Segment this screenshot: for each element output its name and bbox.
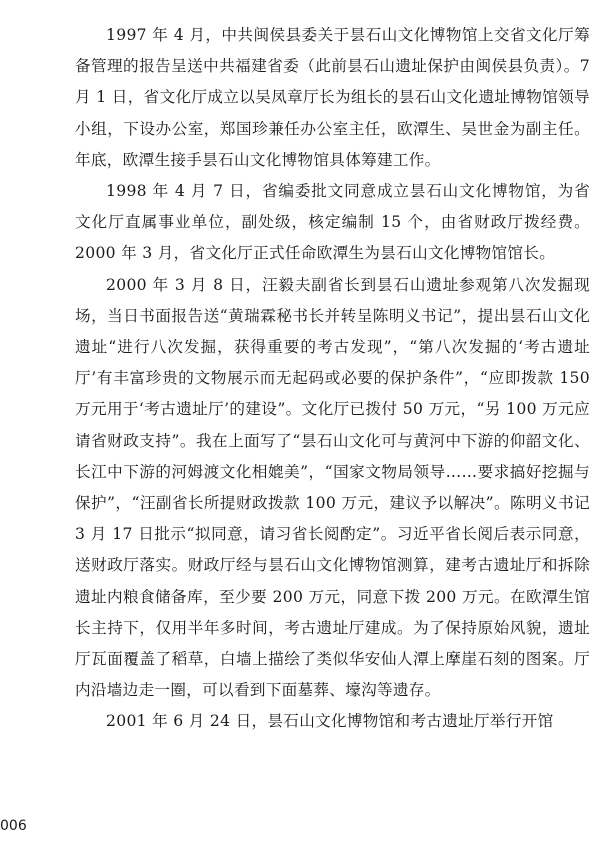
- paragraph: 2000 年 3 月 8 日，汪毅夫副省长到昙石山遗址参观第八次发掘现场，当日书面报告送“黄瑞霖秘书长并转呈陈明义书记”，提出昙石山文化遗址“进行八次发掘，获得重要的考古发现”，“第八次发掘的‘考古遗址厅’有丰富珍贵的文物展示而无起码或必要的保护条件”，“应即拨款 150 万元用于‘考古遗址厅’的建设”。文化厅已拨付 50 万元，“另 100 万元应请省财政支持”。我在上面写了“昙石山文化可与黄河中下游的仰韶文化、长江中下游的河姆渡文化相媲美”，“国家文物局领导……要求搞好挖掘与保护”，“汪副省长所提财政拨款 100 万元，建议予以解决”。陈明义书记 3 月 17 日批示“拟同意，请习省长阅酌定”。习近平省长阅后表示同意，送财政厅落实。财政厅经与昙石山文化博物馆测算，建考古遗址厅和拆除遗址内粮食储备库，至少要 200 万元，同意下拨 200 万元。在欧潭生馆长主持下，仅用半年多时间，考古遗址厅建成。为了保持原始风貌，遗址厅瓦面覆盖了稻草，白墙上描绘了类似华安仙人潭上摩崖石刻的图案。厅内沿墙边走一圈，可以看到下面墓葬、壕沟等遗存。: [75, 275, 590, 700]
- page-number: 006: [0, 818, 27, 834]
- page-body: [75, 20, 590, 738]
- paragraph: 1998 年 4 月 7 日，省编委批文同意成立昙石山文化博物馆，为省文化厅直属事业单位，副处级，核定编制 15 个，由省财政厅拨经费。2000 年 3 月，省文化厅正式任命欧潭生为昙石山文化博物馆馆长。: [75, 182, 590, 263]
- paragraph: 1997 年 4 月，中共闽侯县委关于昙石山文化博物馆上交省文化厅筹备管理的报告呈送中共福建省委（此前昙石山遗址保护由闽侯县负责）。7 月 1 日，省文化厅成立以吴凤章厅长为组长的昙石山文化遗址博物馆领导小组，下设办公室，郑国珍兼任办公室主任，欧潭生、吴世金为副主任。年底，欧潭生接手昙石山文化博物馆具体筹建工作。: [75, 26, 590, 169]
- paragraph: 2001 年 6 月 24 日，昙石山文化博物馆和考古遗址厅举行开馆: [106, 712, 554, 731]
